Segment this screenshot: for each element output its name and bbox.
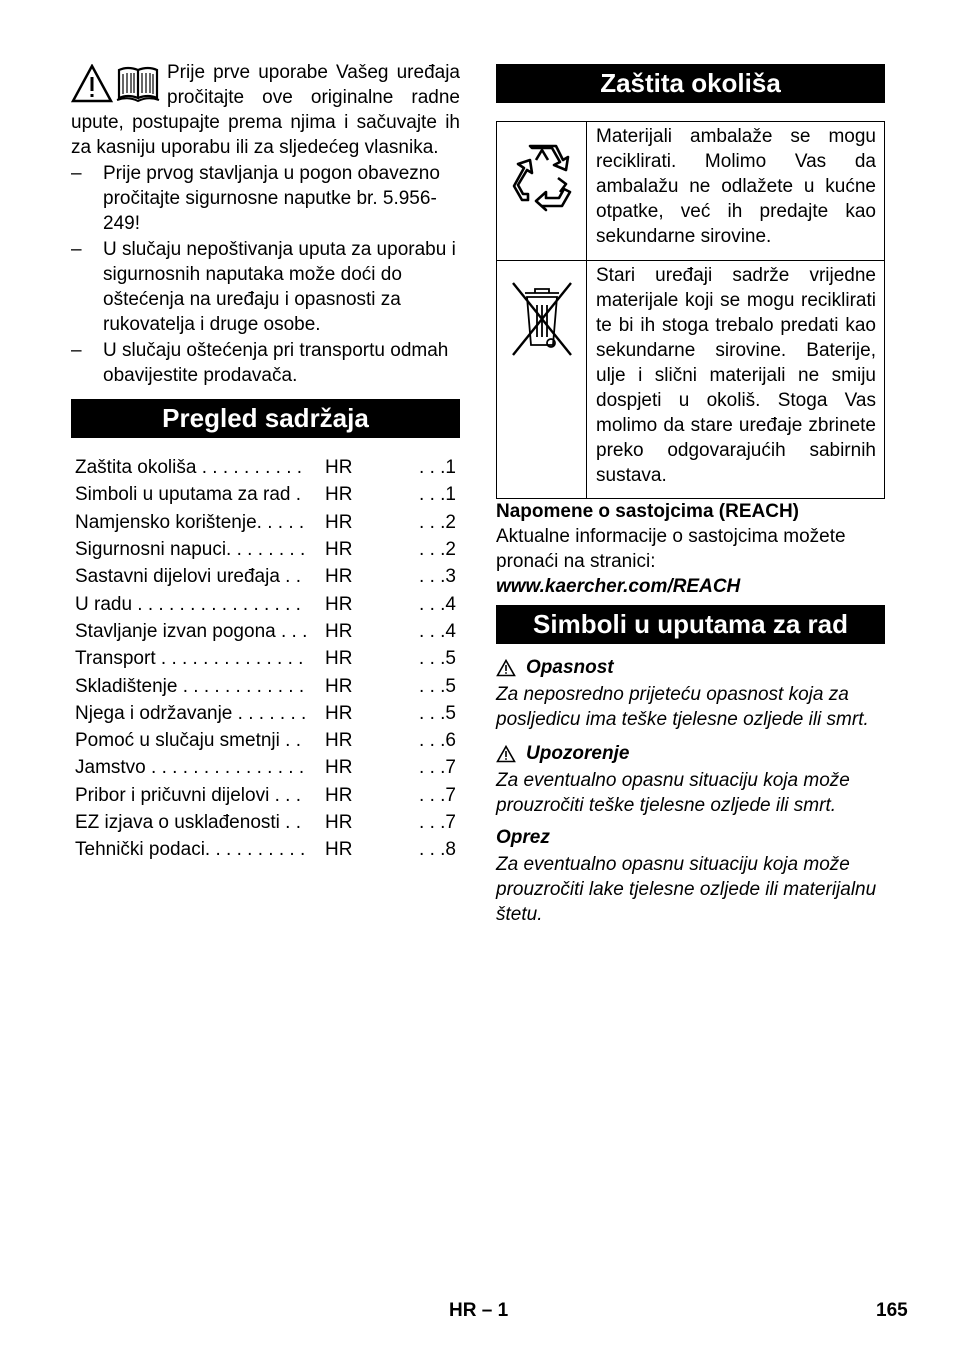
toc-entry-lang: HR	[325, 648, 353, 670]
toc-entry-page: . . .2	[419, 511, 456, 533]
bullet-text: U slučaju nepoštivanja uputa za uporabu i sigurnosnih naputaka može doći do oštećenja na uređaju i opasnosti za rukovatelja i druge osobe.	[103, 239, 456, 335]
toc-entry[interactable]	[71, 645, 460, 672]
symbol-description: Za eventualno opasnu situaciju koja može prouzročiti lake tjelesne ozljede ili materijalnu štetu.	[496, 854, 877, 925]
toc-entry-lang: HR	[325, 702, 353, 724]
toc-entry[interactable]	[71, 536, 460, 563]
toc-entry-lang: HR	[325, 839, 353, 861]
toc-entry-lang: HR	[325, 539, 353, 561]
environment-heading: Zaštita okoliša	[496, 64, 885, 103]
toc-entry-page: . . .5	[419, 675, 456, 697]
toc-entry-title: Jamstvo . . . . . . . . . . . . . . .	[75, 757, 305, 779]
toc-entry-title: Stavljanje izvan pogona . . .	[75, 620, 308, 642]
toc-entry-lang: HR	[325, 812, 353, 833]
toc-entry[interactable]	[71, 563, 460, 590]
toc-entry-lang: HR	[325, 593, 353, 615]
toc-entry-title: Pribor i pričuvni dijelovi . . .	[75, 784, 301, 806]
toc-heading: Pregled sadržaja	[71, 399, 460, 438]
toc-entry-title: Skladištenje . . . . . . . . . . . .	[75, 675, 305, 697]
left-column	[71, 60, 460, 863]
toc-entry-lang: HR	[325, 511, 353, 533]
symbol-label: Opasnost	[526, 657, 614, 678]
toc-entry-title: Pomoć u slučaju smetnji . .	[75, 730, 301, 752]
table-of-contents	[71, 454, 460, 863]
toc-entry-lang: HR	[325, 484, 353, 506]
toc-entry-lang: HR	[325, 730, 353, 752]
toc-entry[interactable]	[71, 509, 460, 536]
toc-entry[interactable]	[71, 481, 460, 508]
table-row	[497, 122, 885, 261]
toc-entry-page: . . .7	[419, 784, 456, 806]
bullet-dash: –	[71, 239, 82, 260]
crossed-bin-icon	[507, 279, 577, 359]
toc-entry-page: . . .4	[419, 593, 456, 615]
footer-page-number: 165	[876, 1300, 908, 1321]
toc-entry[interactable]	[71, 782, 460, 809]
toc-entry-lang: HR	[325, 457, 353, 479]
toc-entry-page: . . .7	[419, 812, 456, 833]
toc-entry-title: Sastavni dijelovi uređaja . .	[75, 566, 302, 588]
toc-entry-page: . . .3	[419, 566, 456, 588]
toc-entry-lang: HR	[325, 757, 353, 779]
symbol-label: Oprez	[496, 827, 550, 848]
toc-entry[interactable]	[71, 700, 460, 727]
toc-entry-page: . . .4	[419, 620, 456, 642]
toc-entry-page: . . .2	[419, 539, 456, 561]
toc-entry-page: . . .1	[419, 457, 456, 479]
toc-entry-title: Simboli u uputama za rad .	[75, 484, 302, 506]
recycle-icon-cell	[497, 122, 587, 261]
bullet-dash: –	[71, 163, 82, 184]
toc-entry-lang: HR	[325, 620, 353, 642]
symbol-description: Za eventualno opasnu situaciju koja može prouzročiti teške tjelesne ozljede ili smrt.	[496, 770, 850, 816]
toc-entry-page: . . .6	[419, 730, 456, 752]
table-row	[497, 261, 885, 499]
bin-icon-cell	[497, 261, 587, 499]
open-book-icon	[117, 68, 159, 101]
toc-entry-title: Njega i održavanje . . . . . . .	[75, 702, 307, 724]
toc-entry-title: Namjensko korištenje. . . . .	[75, 511, 305, 533]
warning-triangle-icon	[496, 745, 516, 763]
intro-text: Prije prve uporabe Vašeg uređaja pročitajte ove originalne radne upute, postupajte prema njima i sačuvajte ih za kasniju uporabu ili za sljedećeg vlasnika.	[71, 62, 460, 158]
toc-entry[interactable]	[71, 754, 460, 781]
warning-triangle-icon	[496, 659, 516, 677]
symbol-label: Upozorenje	[526, 743, 630, 764]
toc-entry[interactable]	[71, 590, 460, 617]
toc-entry[interactable]	[71, 809, 460, 836]
toc-entry-page: . . .5	[419, 648, 456, 670]
intro-bullet-list	[71, 161, 460, 388]
toc-entry[interactable]	[71, 672, 460, 699]
toc-entry[interactable]	[71, 836, 460, 863]
symbol-warning-heading	[496, 741, 885, 766]
intro-block	[71, 60, 460, 160]
list-item	[71, 237, 460, 337]
list-item	[71, 338, 460, 388]
toc-entry-title: Tehnički podaci. . . . . . . . . .	[75, 839, 306, 861]
recycle-icon	[502, 138, 582, 218]
footer-section-label: HR – 1	[449, 1300, 509, 1321]
toc-entry-title: U radu . . . . . . . . . . . . . . . .	[75, 593, 301, 615]
reach-link[interactable]: www.kaercher.com/REACH	[496, 576, 741, 597]
symbol-caution-heading	[496, 825, 885, 850]
environment-table	[496, 121, 885, 499]
toc-entry-page: . . .5	[419, 702, 456, 724]
toc-entry-lang: HR	[325, 566, 353, 588]
symbol-description: Za neposredno prijeteću opasnost koja za posljedicu ima teške tjelesne ozljede ili smrt.	[496, 684, 869, 730]
bullet-dash: –	[71, 340, 82, 361]
bullet-text: U slučaju oštećenja pri transportu odmah obavijestite prodavača.	[103, 340, 449, 386]
toc-entry-page: . . .1	[419, 484, 456, 506]
list-item	[71, 161, 460, 236]
toc-entry-title: Zaštita okoliša . . . . . . . . . .	[75, 457, 303, 479]
toc-entry-page: . . .8	[419, 839, 456, 861]
bullet-text: Prije prvog stavljanja u pogon obavezno pročitajte sigurnosne naputke br. 5.956-249!	[103, 163, 440, 234]
bin-text: Stari uređaji sadrže vrijedne materijale koji se mogu reciklirati te bi ih stoga trebalo predati kao sekundarne sirovine. Baterije, ulje i slični materijali ne smiju dospjeti u okoliš. Stoga Vas molimo da stare uređaje zbrinete preko odgovarajućih sabirnih sustava.	[587, 261, 885, 499]
toc-entry[interactable]	[71, 454, 460, 481]
toc-entry-lang: HR	[325, 675, 353, 697]
toc-entry-title: Transport . . . . . . . . . . . . . .	[75, 648, 304, 670]
toc-entry-lang: HR	[325, 784, 353, 806]
toc-entry[interactable]	[71, 727, 460, 754]
right-column	[496, 64, 885, 927]
toc-entry[interactable]	[71, 618, 460, 645]
symbols-heading: Simboli u uputama za rad	[496, 605, 885, 644]
intro-icon-svg	[71, 64, 161, 104]
recycle-text: Materijali ambalaže se mogu reciklirati. Molimo Vas da ambalažu ne odlažete u kućne otpatke, već ih predajte kao sekundarne sirovine.	[587, 122, 885, 261]
reach-text: Aktualne informacije o sastojcima možete pronaći na stranici:	[496, 526, 846, 572]
warning-triangle-icon	[73, 66, 111, 101]
symbol-danger-heading	[496, 655, 885, 680]
intro-icons	[71, 64, 161, 108]
reach-heading: Napomene o sastojcima (REACH)	[496, 501, 800, 522]
toc-entry-title: EZ izjava o usklađenosti . .	[75, 812, 302, 833]
toc-entry-title: Sigurnosni napuci. . . . . . . .	[75, 539, 306, 561]
toc-entry-page: . . .7	[419, 757, 456, 779]
